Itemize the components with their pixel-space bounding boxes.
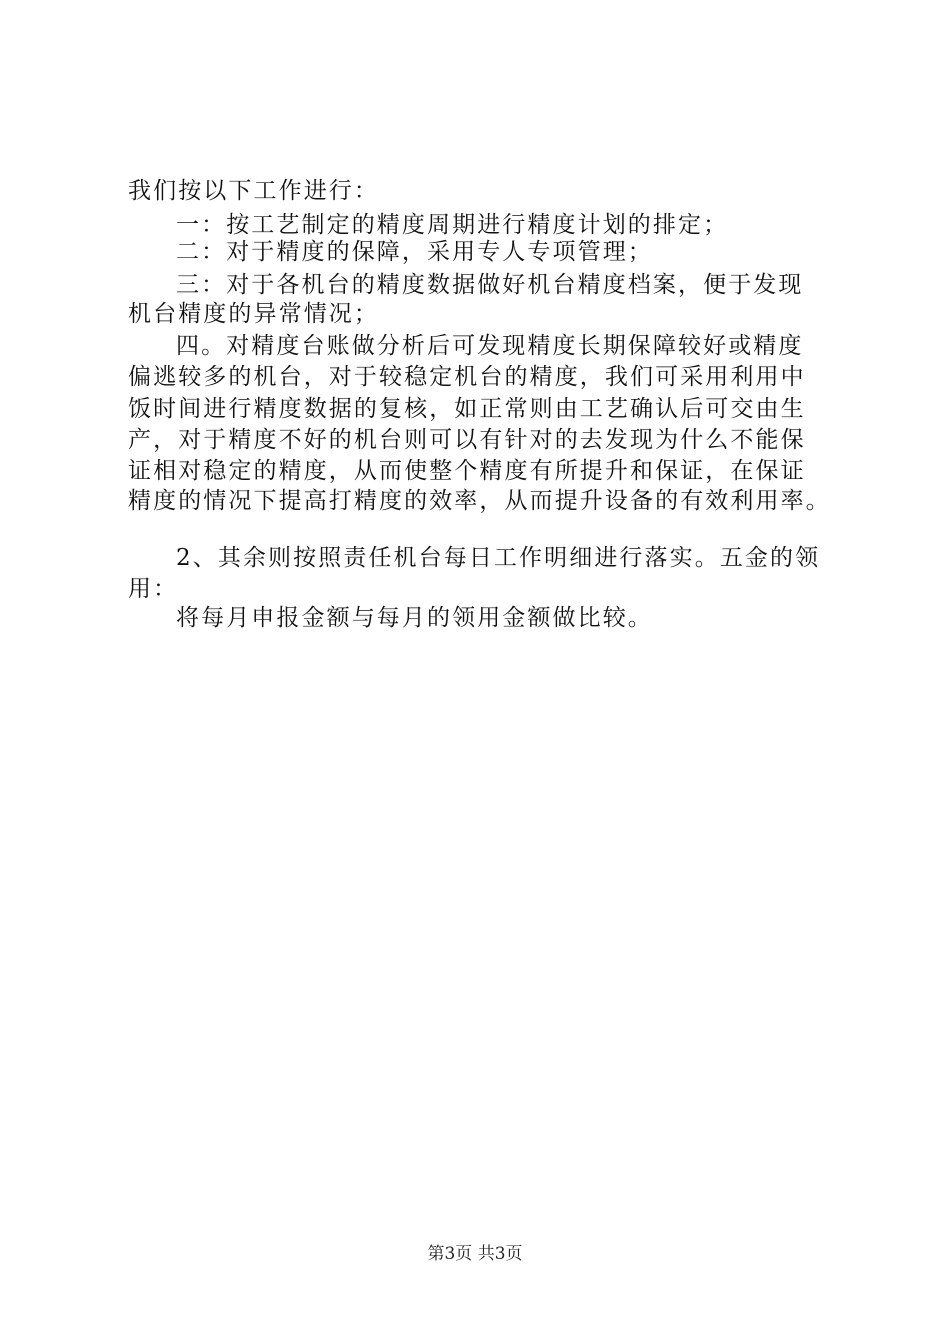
text-line-item-4-cont-4: 证相对稳定的精度，从而使整个精度有所提升和保证，在保证 <box>128 458 806 484</box>
text-line-section-2-detail: 将每月申报金额与每月的领用金额做比较。 <box>176 605 653 631</box>
text-line-item-2: 二：对于精度的保障，采用专人专项管理； <box>176 239 653 265</box>
page-footer: 第3页 共3页 <box>427 1244 523 1264</box>
text-line-item-4: 四。对精度台账做分析后可发现精度长期保障较好或精度 <box>176 333 804 359</box>
text-line-item-4-cont-5: 精度的情况下提高打精度的效率，从而提升设备的有效利用率。 <box>128 488 831 514</box>
text-line-item-4-cont-1: 偏逃较多的机台，对于较稳定机台的精度，我们可采用利用中 <box>128 364 806 390</box>
text-line-intro: 我们按以下工作进行： <box>128 178 379 204</box>
text-line-section-2-cont: 用： <box>128 576 179 602</box>
text-line-item-3: 三：对于各机台的精度数据做好机台精度档案，便于发现 <box>176 272 804 298</box>
text-line-item-1: 一：按工艺制定的精度周期进行精度计划的排定； <box>176 212 729 238</box>
text-line-item-4-cont-2: 饭时间进行精度数据的复核，如正常则由工艺确认后可交由生 <box>128 396 806 422</box>
text-line-section-2: 2、其余则按照责任机台每日工作明细进行落实。五金的领 <box>176 545 821 571</box>
text-line-item-4-cont-3: 产，对于精度不好的机台则可以有针对的去发现为什么不能保 <box>128 427 806 453</box>
text-line-item-3-cont: 机台精度的异常情况； <box>128 301 379 327</box>
